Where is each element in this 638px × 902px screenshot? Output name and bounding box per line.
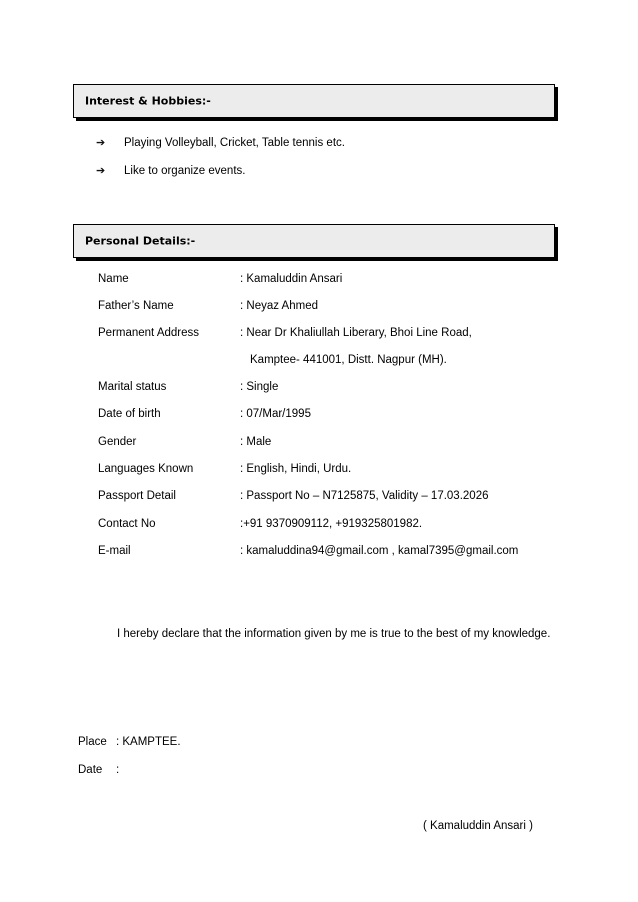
place-value: : KAMPTEE. xyxy=(116,736,181,748)
detail-value: : Kamaluddin Ansari xyxy=(240,273,343,285)
detail-label: Father’s Name xyxy=(98,300,174,312)
list-item xyxy=(96,136,345,149)
detail-value: : Male xyxy=(240,436,272,448)
detail-label: Contact No xyxy=(98,518,156,530)
declaration-text: I hereby declare that the information given by me is true to the best of my knowledge. xyxy=(117,628,551,640)
detail-value: :+91 9370909112, +919325801982. xyxy=(240,518,423,530)
interest-item: Playing Volleyball, Cricket, Table tennis etc. xyxy=(124,137,345,149)
detail-label: Passport Detail xyxy=(98,490,176,502)
detail-value-continued: Kamptee- 441001, Distt. Nagpur (MH). xyxy=(250,354,447,366)
detail-value: : Neyaz Ahmed xyxy=(240,300,318,312)
interests-heading-box xyxy=(73,84,555,118)
detail-value: : English, Hindi, Urdu. xyxy=(240,463,352,475)
date-value: : xyxy=(116,764,120,776)
detail-value: : Single xyxy=(240,381,279,393)
detail-label: Languages Known xyxy=(98,463,194,475)
arrow-bullet-icon: ➔ xyxy=(96,137,106,149)
detail-value: : 07/Mar/1995 xyxy=(240,408,311,420)
detail-label: Gender xyxy=(98,436,137,448)
detail-label: Marital status xyxy=(98,381,167,393)
detail-value: : Near Dr Khaliullah Liberary, Bhoi Line Road, xyxy=(240,327,472,339)
interests-heading: Interest & Hobbies:- xyxy=(85,94,211,108)
interest-item: Like to organize events. xyxy=(124,165,246,177)
detail-value: : Passport No – N7125875, Validity – 17.03.2026 xyxy=(240,490,489,502)
detail-value: : kamaluddina94@gmail.com , kamal7395@gmail.com xyxy=(240,545,519,557)
detail-label: Name xyxy=(98,273,129,285)
list-item xyxy=(96,164,245,177)
detail-label: Permanent Address xyxy=(98,327,200,339)
personal-heading: Personal Details:- xyxy=(85,234,196,248)
detail-label: Date of birth xyxy=(98,408,161,420)
date-label: Date xyxy=(78,764,103,776)
detail-label: E-mail xyxy=(98,545,131,557)
arrow-bullet-icon: ➔ xyxy=(96,165,106,177)
signature-name: ( Kamaluddin Ansari ) xyxy=(423,820,533,832)
personal-heading-box xyxy=(73,224,555,258)
place-label: Place xyxy=(78,736,107,748)
